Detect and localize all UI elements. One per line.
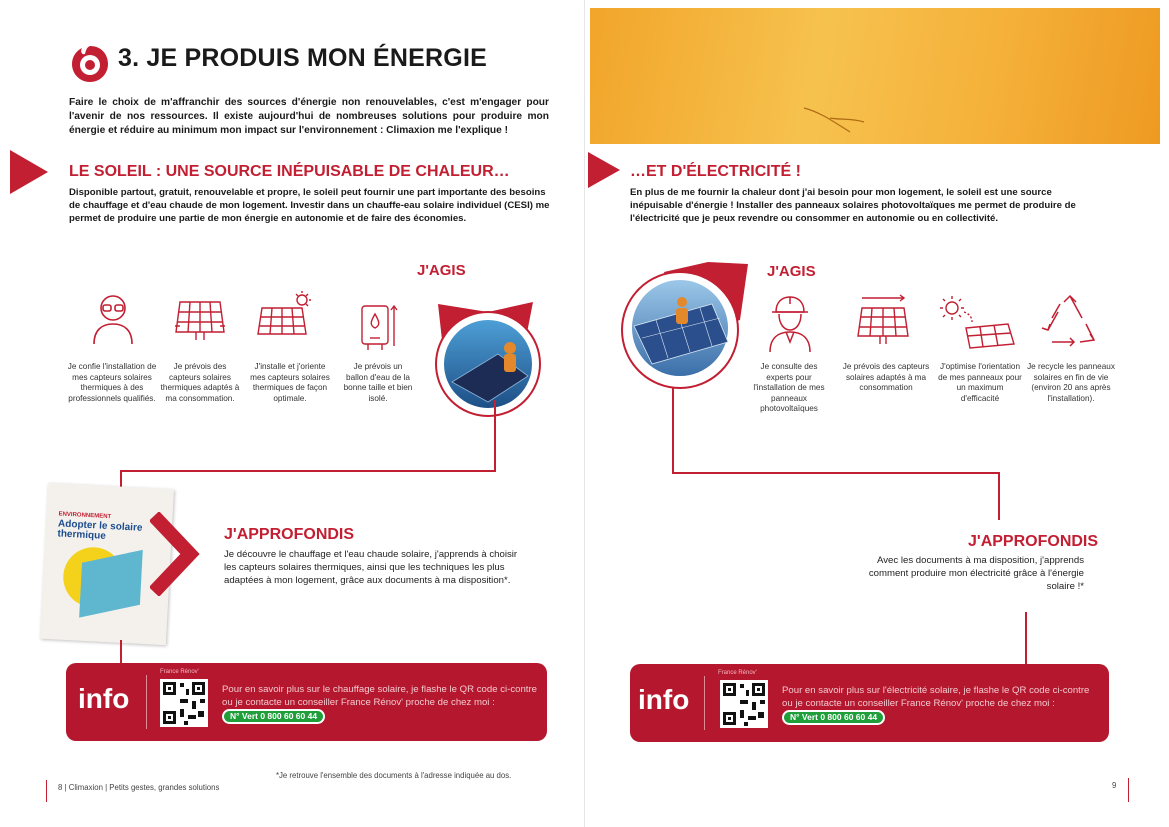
- info-box-right: [630, 664, 1109, 742]
- approfondis-title-left: J'APPROFONDIS: [224, 526, 355, 543]
- qr-caption-right: France Rénov': [718, 670, 757, 676]
- connector-line-right-v3: [1025, 612, 1027, 664]
- footnote-left: *Je retrouve l'ensemble des documents à l'adresse indiquée au dos.: [276, 771, 512, 780]
- action-text-right-1: Je consulte des experts pour l'installation de mes panneaux photovoltaïques: [753, 362, 825, 413]
- action-text-right-2: Je prévois des capteurs solaires adaptés à ma consommation: [842, 362, 930, 392]
- action-text-left-3: J'installe et j'oriente mes capteurs solaires thermiques de façon optimale.: [250, 362, 330, 403]
- section-text-heat: Disponible partout, gratuit, renouvelable et propre, le soleil peut fournir une part importante des besoins de chauffage et d'eau chaude de mon logement. Investir dans un chauffe-eau solaire individuel (CESI) me permet de produire une partie de mon énergie en autonomie et de faire des économies.: [69, 187, 550, 224]
- branch-silhouette-icon: [800, 100, 870, 140]
- action-text-left-4: Je prévois un ballon d'eau de la bonne taille et bien isolé.: [343, 362, 413, 403]
- page-fold: [584, 0, 585, 827]
- qr-caption-left: France Rénov': [160, 669, 199, 675]
- qr-code-right[interactable]: [720, 680, 768, 728]
- booklet-title: Adopter le solaire thermique: [57, 518, 143, 542]
- section-marker-icon: [10, 150, 48, 194]
- action-text-left-2: Je prévois des capteurs solaires thermiques adaptés à ma consommation.: [160, 362, 240, 403]
- info-word-right: info: [638, 684, 690, 715]
- info-word-left: info: [78, 683, 130, 714]
- info-separator-left: [146, 675, 147, 729]
- connector-line-right-h: [672, 472, 1000, 474]
- connector-line-left-v3: [120, 640, 122, 664]
- solar-panel-icon: [172, 296, 228, 342]
- qr-code-left[interactable]: [160, 679, 208, 727]
- person-icon: [88, 288, 138, 348]
- action-text-left-1: Je confie l'installation de mes capteurs solaires thermiques à des professionnels qualifiés.: [67, 362, 157, 403]
- recycle-icon: [1038, 294, 1102, 354]
- intro-paragraph: Faire le choix de m'affranchir des sources d'énergie non renouvelables, c'est m'engager pour l'avenir de nos ressources. Il existe aujourd'hui de nombreuses solutions pour produire mon énergie et réduire au minimum mon impact sur l'environnement : Climaxion me l'explique !: [69, 97, 549, 136]
- worker-helmet-icon: [764, 292, 816, 354]
- section-marker-right-icon: [588, 152, 620, 188]
- ribbon-photo-frame-right: [612, 258, 762, 398]
- booklet-kicker: ENVIRONNEMENT: [58, 511, 112, 521]
- connector-line-right-v2: [998, 472, 1000, 520]
- solar-panel-arrow-icon: [854, 294, 914, 346]
- approfondis-text-right: Avec les documents à ma disposition, j'apprends comment produire mon électricité grâce à l'énergie solaire !*: [868, 555, 1084, 592]
- section-text-electricity: En plus de me fournir la chaleur dont j'ai besoin pour mon logement, le soleil est une source inépuisable d'énergie ! Installer des panneaux solaires photovoltaïques me permet de produire de l'électricité que je peux revendre ou consommer en autonomie ou en collectivité.: [630, 187, 1076, 224]
- info-text-left: Pour en savoir plus sur le chauffage solaire, je flashe le QR code ci-contre ou je contacte un conseiller France Rénov' proche de chez moi : N° Vert 0 800 60 60 44: [222, 683, 542, 724]
- page-title: 3. JE PRODUIS MON ÉNERGIE: [118, 44, 487, 72]
- numero-vert-badge-left[interactable]: N° Vert 0 800 60 60 44: [222, 709, 325, 724]
- action-text-right-3: J'optimise l'orientation de mes panneaux pour un maximum d'efficacité: [938, 362, 1022, 403]
- agis-label-right: J'AGIS: [767, 263, 816, 280]
- connector-line-left-v: [494, 400, 496, 472]
- approfondis-text-left: Je découvre le chauffage et l'eau chaude solaire, j'apprends à choisir les capteurs solaires thermiques, ainsi que les techniques les plus adaptées à mon logement, grâce aux documents à ma disposition*.: [224, 549, 518, 586]
- action-text-right-4: Je recycle les panneaux solaires en fin de vie (environ 20 ans après l'installation).: [1027, 362, 1115, 403]
- agis-label-left: J'AGIS: [417, 262, 466, 279]
- connector-line-right-v: [672, 388, 674, 474]
- info-separator-right: [704, 676, 705, 730]
- footer-rule-left: [46, 780, 47, 802]
- chevron-marker-icon: [150, 512, 210, 596]
- connector-line-left-h: [120, 470, 496, 472]
- section-title-electricity: …ET D'ÉLECTRICITÉ !: [630, 163, 801, 180]
- sun-orientation-icon: [936, 294, 1016, 352]
- water-tank-icon: [356, 298, 404, 354]
- climaxion-logo-icon: [68, 42, 112, 86]
- info-text-right: Pour en savoir plus sur l'électricité solaire, je flashe le QR code ci-contre ou je contacte un conseiller France Rénov' proche de chez moi : N° Vert 0 800 60 60 44: [782, 684, 1100, 725]
- sun-panel-icon: [256, 290, 320, 342]
- footer-left: 8 | Climaxion | Petits gestes, grandes solutions: [58, 783, 220, 792]
- ribbon-photo-frame-left: [428, 298, 548, 428]
- page-number-right: 9: [1112, 781, 1117, 790]
- section-title-heat: LE SOLEIL : UNE SOURCE INÉPUISABLE DE CHALEUR…: [69, 163, 510, 180]
- footer-rule-right: [1128, 778, 1129, 802]
- approfondis-title-right: J'APPROFONDIS: [968, 533, 1099, 550]
- info-box-left: [66, 663, 547, 741]
- numero-vert-badge-right[interactable]: N° Vert 0 800 60 60 44: [782, 710, 885, 725]
- sunset-banner-image: [590, 8, 1160, 144]
